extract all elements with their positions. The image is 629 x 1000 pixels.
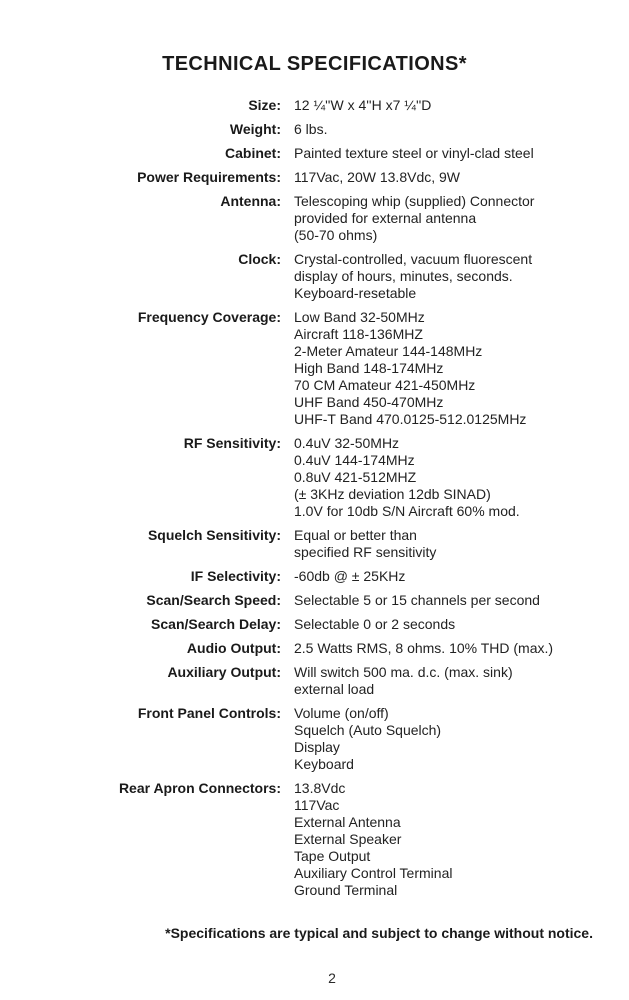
spec-value-line: High Band 148-174MHz	[294, 360, 444, 376]
spec-row	[36, 616, 593, 633]
spec-label: Front Panel Controls:	[137, 705, 281, 721]
spec-value-line: specified RF sensitivity	[294, 544, 437, 560]
spec-value-line: -60db @ ± 25KHz	[294, 568, 406, 584]
spec-value-line: 13.8Vdc	[294, 780, 346, 796]
spec-value-line: 2-Meter Amateur 144-148MHz	[294, 343, 483, 359]
spec-label: Squelch Sensitivity:	[147, 527, 281, 543]
spec-value-line: (± 3KHz deviation 12db SINAD)	[294, 486, 491, 502]
spec-row	[36, 145, 593, 162]
spec-label: Size:	[248, 97, 281, 113]
spec-values	[294, 664, 593, 698]
page-title: TECHNICAL SPECIFICATIONS*	[162, 53, 467, 75]
spec-value-line: (50-70 ohms)	[294, 227, 378, 243]
spec-value-line: provided for external antenna	[294, 210, 477, 226]
spec-value-line: Low Band 32-50MHz	[294, 309, 425, 325]
spec-value-line: Keyboard	[294, 756, 354, 772]
spec-label: Cabinet:	[225, 145, 281, 161]
spec-label: Scan/Search Delay:	[151, 616, 281, 632]
spec-label: Auxiliary Output:	[167, 664, 281, 680]
spec-value-line: 0.8uV 421-512MHZ	[294, 469, 417, 485]
spec-value-line: external load	[294, 681, 375, 697]
spec-value-line: External Speaker	[294, 831, 402, 847]
spec-row	[36, 121, 593, 138]
spec-label: RF Sensitivity:	[183, 435, 281, 451]
spec-value-line: 2.5 Watts RMS, 8 ohms. 10% THD (max.)	[294, 640, 554, 656]
spec-label: Frequency Coverage:	[137, 309, 281, 325]
spec-value-line: 1.0V for 10db S/N Aircraft 60% mod.	[294, 503, 520, 519]
spec-values	[294, 145, 593, 162]
spec-values	[294, 251, 593, 302]
spec-row	[36, 705, 593, 773]
spec-label: Clock:	[238, 251, 281, 267]
spec-value-line: 117Vac	[294, 797, 340, 813]
spec-label: Audio Output:	[186, 640, 281, 656]
spec-value-line: Ground Terminal	[294, 882, 398, 898]
spec-value-line: Auxiliary Control Terminal	[294, 865, 453, 881]
spec-value-line: Painted texture steel or vinyl-clad steel	[294, 145, 534, 161]
spec-value-line: Telescoping whip (supplied) Connector	[294, 193, 535, 209]
spec-row	[36, 592, 593, 609]
spec-values	[294, 640, 593, 657]
spec-label: Weight:	[229, 121, 281, 137]
spec-value-line: display of hours, minutes, seconds.	[294, 268, 513, 284]
spec-label: IF Selectivity:	[190, 568, 281, 584]
spec-value-line: Equal or better than	[294, 527, 417, 543]
spec-values	[294, 97, 593, 114]
spec-values	[294, 121, 593, 138]
spec-values	[294, 527, 593, 561]
spec-value-line: 12 ¼''W x 4''H x7 ¼''D	[294, 97, 432, 113]
spec-value-line: Crystal-controlled, vacuum fluorescent	[294, 251, 533, 267]
spec-row	[36, 435, 593, 520]
spec-values	[294, 705, 593, 773]
spec-label: Scan/Search Speed:	[146, 592, 281, 608]
spec-value-line: 117Vac, 20W 13.8Vdc, 9W	[294, 169, 461, 185]
spec-value-line: Volume (on/off)	[294, 705, 389, 721]
spec-row	[36, 193, 593, 244]
spec-label: Antenna:	[220, 193, 281, 209]
spec-value-line: Aircraft 118-136MHZ	[294, 326, 423, 342]
spec-row	[36, 251, 593, 302]
spec-value-line: Tape Output	[294, 848, 371, 864]
spec-value-line: 6 lbs.	[294, 121, 328, 137]
spec-values	[294, 435, 593, 520]
spec-value-line: Selectable 5 or 15 channels per second	[294, 592, 540, 608]
spec-label: Rear Apron Connectors:	[118, 780, 281, 796]
spec-value-line: Keyboard-resetable	[294, 285, 417, 301]
spec-row	[36, 640, 593, 657]
spec-values	[294, 616, 593, 633]
spec-value-line: Will switch 500 ma. d.c. (max. sink)	[294, 664, 513, 680]
spec-row	[36, 97, 593, 114]
page-number: 2	[328, 970, 336, 986]
spec-row	[36, 780, 593, 899]
spec-value-line: 0.4uV 32-50MHz	[294, 435, 400, 451]
spec-values	[294, 780, 593, 899]
spec-values	[294, 309, 593, 428]
spec-values	[294, 193, 593, 244]
spec-row	[36, 309, 593, 428]
spec-list	[0, 97, 629, 899]
spec-values	[294, 592, 593, 609]
spec-row	[36, 568, 593, 585]
spec-value-line: External Antenna	[294, 814, 401, 830]
spec-value-line: UHF-T Band 470.0125-512.0125MHz	[294, 411, 527, 427]
spec-values	[294, 568, 593, 585]
spec-row	[36, 169, 593, 186]
spec-value-line: Display	[294, 739, 340, 755]
spec-value-line: 0.4uV 144-174MHz	[294, 452, 415, 468]
specifications-footnote: *Specifications are typical and subject to change without notice.	[165, 925, 593, 941]
spec-row	[36, 527, 593, 561]
spec-value-line: UHF Band 450-470MHz	[294, 394, 444, 410]
spec-value-line: 70 CM Amateur 421-450MHz	[294, 377, 476, 393]
spec-row	[36, 664, 593, 698]
spec-label: Power Requirements:	[137, 169, 281, 185]
spec-values	[294, 169, 593, 186]
spec-value-line: Squelch (Auto Squelch)	[294, 722, 442, 738]
spec-value-line: Selectable 0 or 2 seconds	[294, 616, 456, 632]
